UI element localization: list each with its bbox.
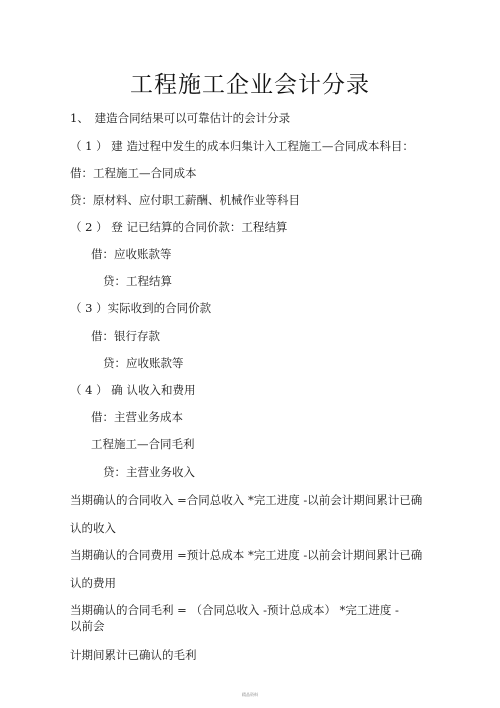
credit-line: 贷：主营业务收入 <box>103 465 195 479</box>
page-footer: 精品资料 <box>242 692 258 697</box>
step-1-heading: （ 1 ） 建 造过程中发生的成本归集计入工程施工—合同成本科目： <box>70 139 414 153</box>
step-2-heading: （ 2 ） 登 记已结算的合同价款：工程结算 <box>70 220 288 234</box>
formula-expense-continued: 认的费用 <box>70 576 116 590</box>
debit-line: 借：工程施工—合同成本 <box>70 166 197 180</box>
debit-line: 借：银行存款 <box>91 329 160 343</box>
formula-margin-end: 计期间累计已确认的毛利 <box>70 648 197 662</box>
debit-line: 借：主营业务成本 <box>91 410 183 424</box>
formula-revenue: 当期确认的合同收入 =合同总收入 *完工进度 -以前会计期间累计已确 <box>70 493 423 507</box>
heading-1: 1、 建造合同结果可以可靠估计的会计分录 <box>70 111 291 125</box>
step-4-heading: （ 4 ） 确 认收入和费用 <box>70 383 196 397</box>
credit-line: 贷：工程结算 <box>103 274 172 288</box>
credit-line: 贷：原材料、应付职工薪酬、机械作业等科目 <box>70 193 300 207</box>
step-3-heading: （ 3 ）实际收到的合同价款 <box>70 301 212 315</box>
debit-line: 借：应收账款等 <box>91 247 172 261</box>
formula-margin-continued: 以前会 <box>70 619 105 633</box>
formula-margin: 当期确认的合同毛利 = （合同总收入 -预计总成本） *完工进度 - <box>70 603 399 617</box>
formula-revenue-continued: 认的收入 <box>70 521 116 535</box>
formula-expense: 当期确认的合同费用 =预计总成本 *完工进度 -以前会计期间累计已确 <box>70 548 423 562</box>
document-title: 工程施工企业会计分录 <box>130 72 370 98</box>
debit-line: 工程施工—合同毛利 <box>91 437 195 451</box>
credit-line: 贷：应收账款等 <box>103 356 184 370</box>
